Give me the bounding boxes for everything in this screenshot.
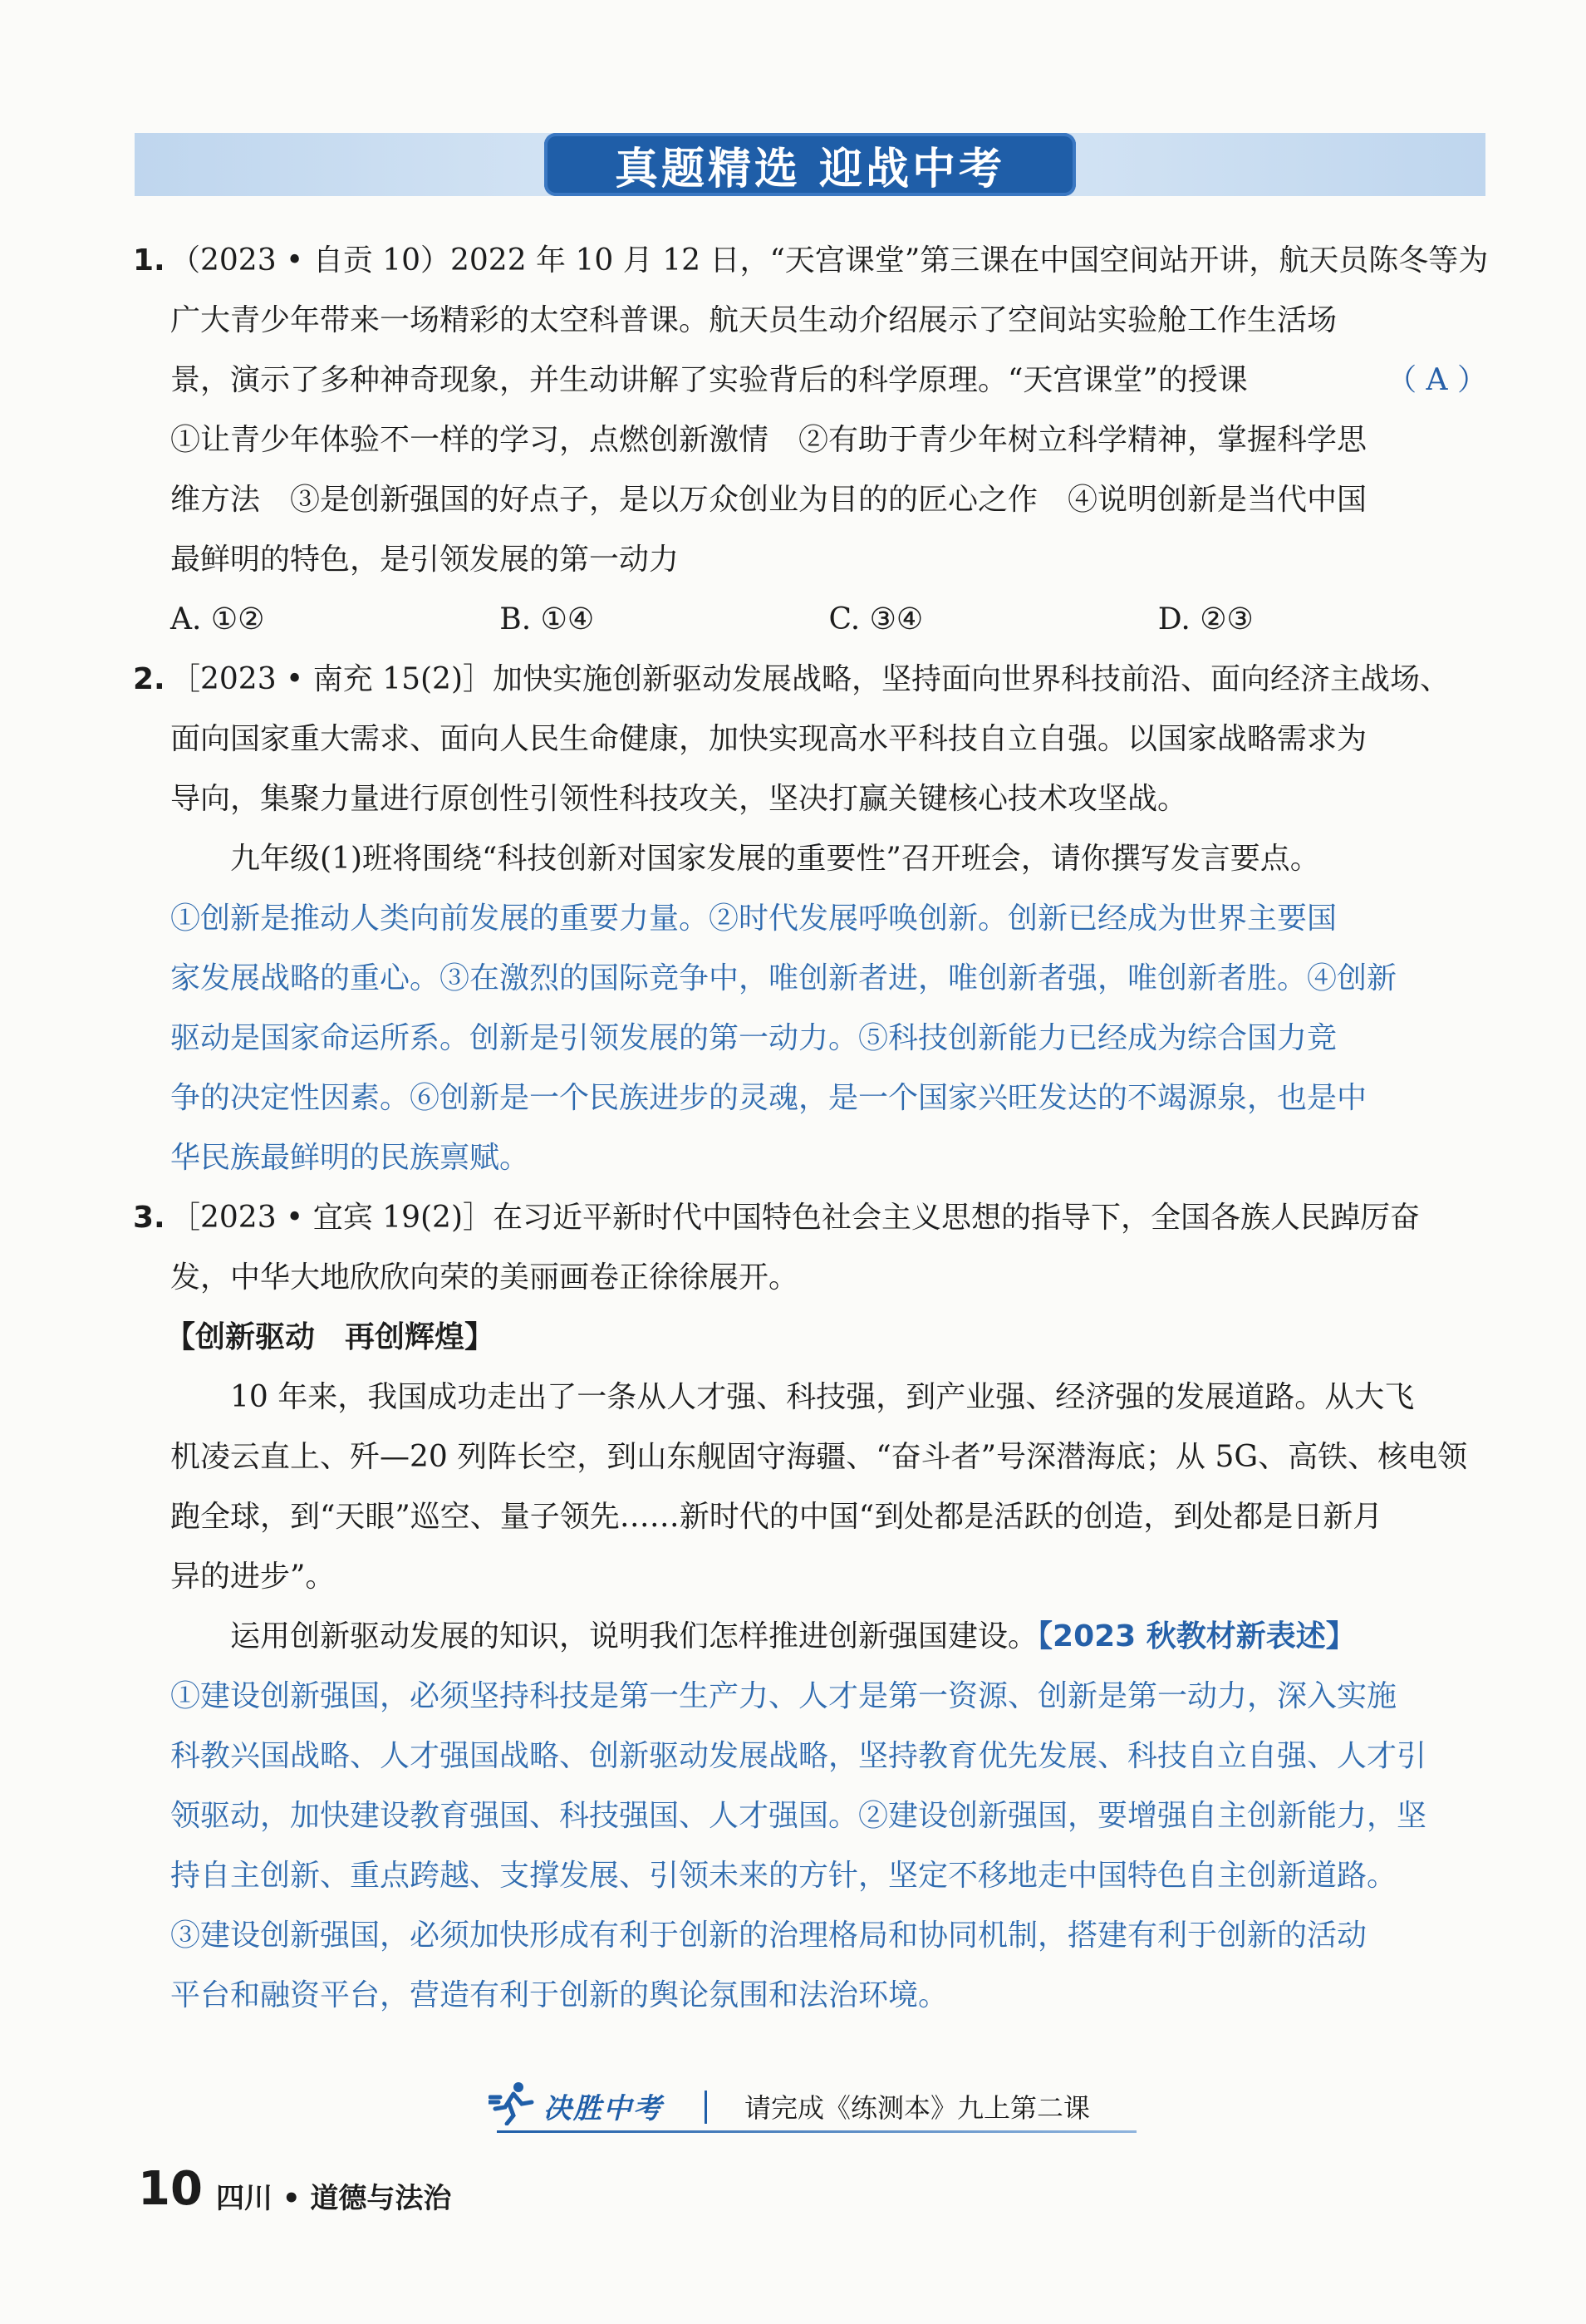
- page-subject: 四川 • 道德与法治: [216, 2182, 452, 2215]
- question-line: 最鲜明的特色，是引领发展的第一动力: [170, 543, 680, 577]
- answer-line: 华民族最鲜明的民族禀赋。: [170, 1141, 530, 1175]
- question-number: 3.: [133, 1201, 165, 1235]
- material-line: 机凌云直上、歼—20 列阵长空，到山东舰固守海疆、“奋斗者”号深潜海底；从 5G、高铁、核电领: [170, 1440, 1468, 1474]
- textbook-tag: 【2023 秋教材新表述】: [1038, 1619, 1356, 1653]
- question-line: [170, 351, 1487, 410]
- footer-logo-text: 决胜中考: [543, 2092, 663, 2125]
- answer-line: ③建设创新强国，必须加快形成有利于创新的治理格局和协同机制，搭建有利于创新的活动: [170, 1919, 1367, 1953]
- answer-line: 持自主创新、重点跨越、支撑发展、引领未来的方针，坚定不移地走中国特色自主创新道路。: [170, 1859, 1397, 1893]
- question-prompt-text: 运用创新驱动发展的知识，说明我们怎样推进创新强国建设。: [230, 1619, 1039, 1653]
- question-line: 发，中华大地欣欣向荣的美丽画卷正徐徐展开。: [170, 1260, 799, 1295]
- footer-underline: [497, 2130, 1137, 2133]
- question-3: [133, 1188, 1487, 2026]
- question-line: ［2023 • 南充 15(2)］加快实施创新驱动发展战略，坚持面向世界科技前沿、面向经济主战场、: [170, 662, 1450, 696]
- answer-line: 争的决定性因素。⑥创新是一个民族进步的灵魂，是一个国家兴旺发达的不竭源泉，也是中: [170, 1081, 1367, 1115]
- question-line: 导向，集聚力量进行原创性引领性科技攻关，坚决打赢关键核心技术攻坚战。: [170, 782, 1188, 816]
- section-title: 【创新驱动 再创辉煌】: [165, 1320, 495, 1354]
- material-line: 异的进步”。: [170, 1560, 336, 1594]
- footer-divider: [705, 2091, 707, 2124]
- question-line: ［2023 • 宜宾 19(2)］在习近平新时代中国特色社会主义思想的指导下，全国各族人民踔厉奋: [170, 1201, 1420, 1235]
- answer-line: ①建设创新强国，必须坚持科技是第一生产力、人才是第一资源、创新是第一动力，深入实施: [170, 1679, 1397, 1713]
- question-line: （2023 • 自贡 10）2022 年 10 月 12 日，“天宫课堂”第三课在中国空间站开讲，航天员陈冬等为: [170, 243, 1489, 278]
- answer-slot: （ A ）: [1387, 363, 1487, 397]
- footer-instruction: 请完成《练测本》九上第二课: [744, 2092, 1091, 2124]
- question-line-text: 景，演示了多种神奇现象，并生动讲解了实验背后的科学原理。“天宫课堂”的授课: [170, 363, 1248, 397]
- question-line: ①让青少年体验不一样的学习，点燃创新激情 ②有助于青少年树立科学精神，掌握科学思: [170, 423, 1367, 457]
- question-prompt: [170, 1607, 1487, 1667]
- page-number: 10: [138, 2162, 203, 2216]
- question-line: 广大青少年带来一场精彩的太空科普课。航天员生动介绍展示了空间站实验舱工作生活场: [170, 303, 1338, 337]
- question-2: [133, 650, 1487, 1188]
- question-number: 2.: [133, 662, 165, 696]
- answer-line: 平台和融资平台，营造有利于创新的舆论氛围和法治环境。: [170, 1978, 949, 2012]
- question-line: 维方法 ③是创新强国的好点子，是以万众创业为目的的匠心之作 ④说明创新是当代中国: [170, 483, 1367, 517]
- answer-line: 驱动是国家命运所系。创新是引领发展的第一动力。⑤科技创新能力已经成为综合国力竞: [170, 1021, 1338, 1055]
- option-d: D. ②③: [1157, 602, 1254, 636]
- page-content: [133, 231, 1487, 2026]
- banner-title: 真题精选 迎战中考: [544, 133, 1076, 196]
- answer-line: 家发展战略的重心。③在激烈的国际竞争中，唯创新者进，唯创新者强，唯创新者胜。④创新: [170, 961, 1397, 995]
- footer-reference: [497, 2084, 1137, 2134]
- answer-line: 领驱动，加快建设教育强国、科技强国、人才强国。②建设创新强国，要增强自主创新能力，坚: [170, 1799, 1427, 1833]
- options-row: [170, 590, 1487, 650]
- question-1: [133, 231, 1487, 650]
- question-line: 面向国家重大需求、面向人民生命健康，加快实现高水平科技自立自强。以国家战略需求为: [170, 722, 1367, 756]
- option-c: C. ③④: [828, 602, 924, 636]
- question-number: 1.: [133, 243, 165, 278]
- option-a: A. ①②: [170, 602, 265, 636]
- runner-icon: [489, 2079, 538, 2135]
- option-b: B. ①④: [499, 602, 595, 636]
- answer-line: 科教兴国战略、人才强国战略、创新驱动发展战略，坚持教育优先发展、科技自立自强、人才引: [170, 1739, 1427, 1773]
- question-prompt: 九年级(1)班将围绕“科技创新对国家发展的重要性”召开班会，请你撰写发言要点。: [230, 842, 1320, 876]
- answer-line: ①创新是推动人类向前发展的重要力量。②时代发展呼唤创新。创新已经成为世界主要国: [170, 902, 1338, 936]
- material-line: 10 年来，我国成功走出了一条从人才强、科技强，到产业强、经济强的发展道路。从大飞: [230, 1380, 1415, 1414]
- material-line: 跑全球，到“天眼”巡空、量子领先……新时代的中国“到处都是活跃的创造，到处都是日新月: [170, 1500, 1383, 1534]
